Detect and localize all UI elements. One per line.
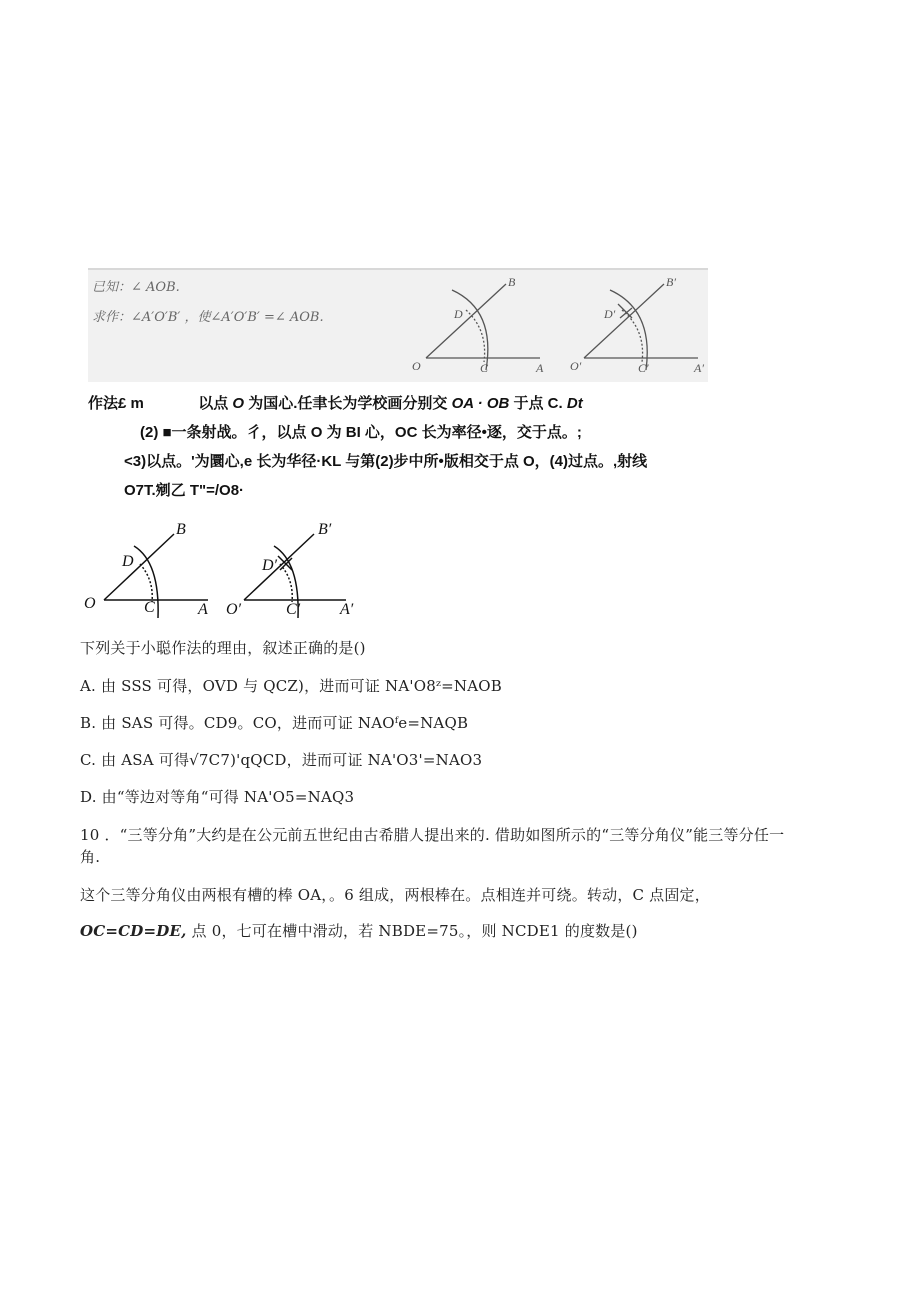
- q10-line-1b: 角.: [80, 848, 101, 866]
- label-A-prime: A′: [694, 361, 704, 375]
- label-A: A: [536, 361, 544, 375]
- label-D: D: [454, 307, 463, 321]
- label-B-prime: B′: [318, 521, 332, 538]
- question-text: 下列关于小聪作法的理由，叙述正确的是(): [80, 639, 366, 657]
- arc-cross: [618, 304, 632, 318]
- construction-diagram: [78, 512, 378, 622]
- label-O: O: [84, 595, 96, 612]
- q10-line-3: OC=CD=DE, 点 0，七可在槽中滑动，若 NBDE=75。，则 NCDE1 的度数是(): [80, 922, 638, 940]
- label-A-prime: A′: [340, 601, 354, 618]
- method-prefix: 作法£ m: [88, 395, 144, 412]
- scanned-figure-box: [88, 268, 708, 382]
- label-O: O: [412, 359, 421, 373]
- option-b: B. 由 SAS 可得。CD9。CO，进而可证 NAOᶠe=NAQB: [80, 714, 469, 732]
- method-line-4: O7T.剜乙 T"=/O8·: [124, 482, 245, 499]
- label-O-prime: O′: [570, 359, 582, 373]
- method-line-1: 作法£ m 以点 O 为国心.任聿长为学校画分别交 OA · OB 于点 C. Dt: [88, 395, 583, 412]
- scan-angle-aob: [426, 284, 540, 370]
- option-c: C. 由 ASA 可得√7C7)'qQCD，进而可证 NA'O3'=NAO3: [80, 751, 483, 769]
- ray-ob-prime: [584, 284, 664, 358]
- given-text: 已知：∠ AOB.: [92, 280, 180, 295]
- scan-angle-aprime: [584, 284, 698, 370]
- ray-ob-prime: [244, 534, 314, 600]
- q10-line-2: 这个三等分角仪由两根有槽的棒 OA，。6 组成，两根棒在。点相连并可绕。转动，C 点固定，: [80, 886, 710, 904]
- option-a: A. 由 SSS 可得，OVD 与 QCZ)，进而可证 NA'O8ᶻ=NAOB: [80, 677, 502, 695]
- label-A: A: [198, 601, 208, 618]
- ray-ob: [426, 284, 506, 358]
- label-C: C: [144, 599, 155, 616]
- scan-construction-diagram: [408, 270, 708, 382]
- ray-ob: [104, 534, 174, 600]
- label-B-prime: B′: [666, 275, 676, 289]
- option-d: D. 由“等边对等角“可得 NA'O5=NAQ3: [80, 788, 355, 806]
- label-O-prime: O′: [226, 601, 242, 618]
- label-B: B: [176, 521, 186, 538]
- method-line-2: (2) ■一条射战。彳，以点 O 为 BI 心，OC 长为率径•逐，交于点。;: [140, 424, 582, 441]
- label-D-prime: D′: [604, 307, 616, 321]
- arc-dashed-prime: [280, 564, 292, 602]
- label-C: C: [480, 361, 489, 375]
- label-C-prime: C′: [638, 361, 649, 375]
- label-D-prime: D′: [262, 557, 278, 574]
- q10-line-1: 10 ．“三等分角”大约是在公元前五世纪由古希腊人提出来的. 借助如图所示的“三等分角仪”能三等分任一: [80, 826, 785, 844]
- label-B: B: [508, 275, 516, 289]
- arc-dashed: [140, 564, 152, 602]
- angle-aob: [104, 534, 208, 618]
- label-C-prime: C′: [286, 601, 301, 618]
- label-D: D: [122, 553, 134, 570]
- construct-text: 求作：∠A′O′B′ ，使∠A′O′B′ =∠ AOB.: [92, 310, 324, 325]
- method-line-3: <3)以点。'为圜心,e 长为华径·KL 与第(2)步中所•版相交于点 O，(4)过点。,射线: [124, 453, 648, 470]
